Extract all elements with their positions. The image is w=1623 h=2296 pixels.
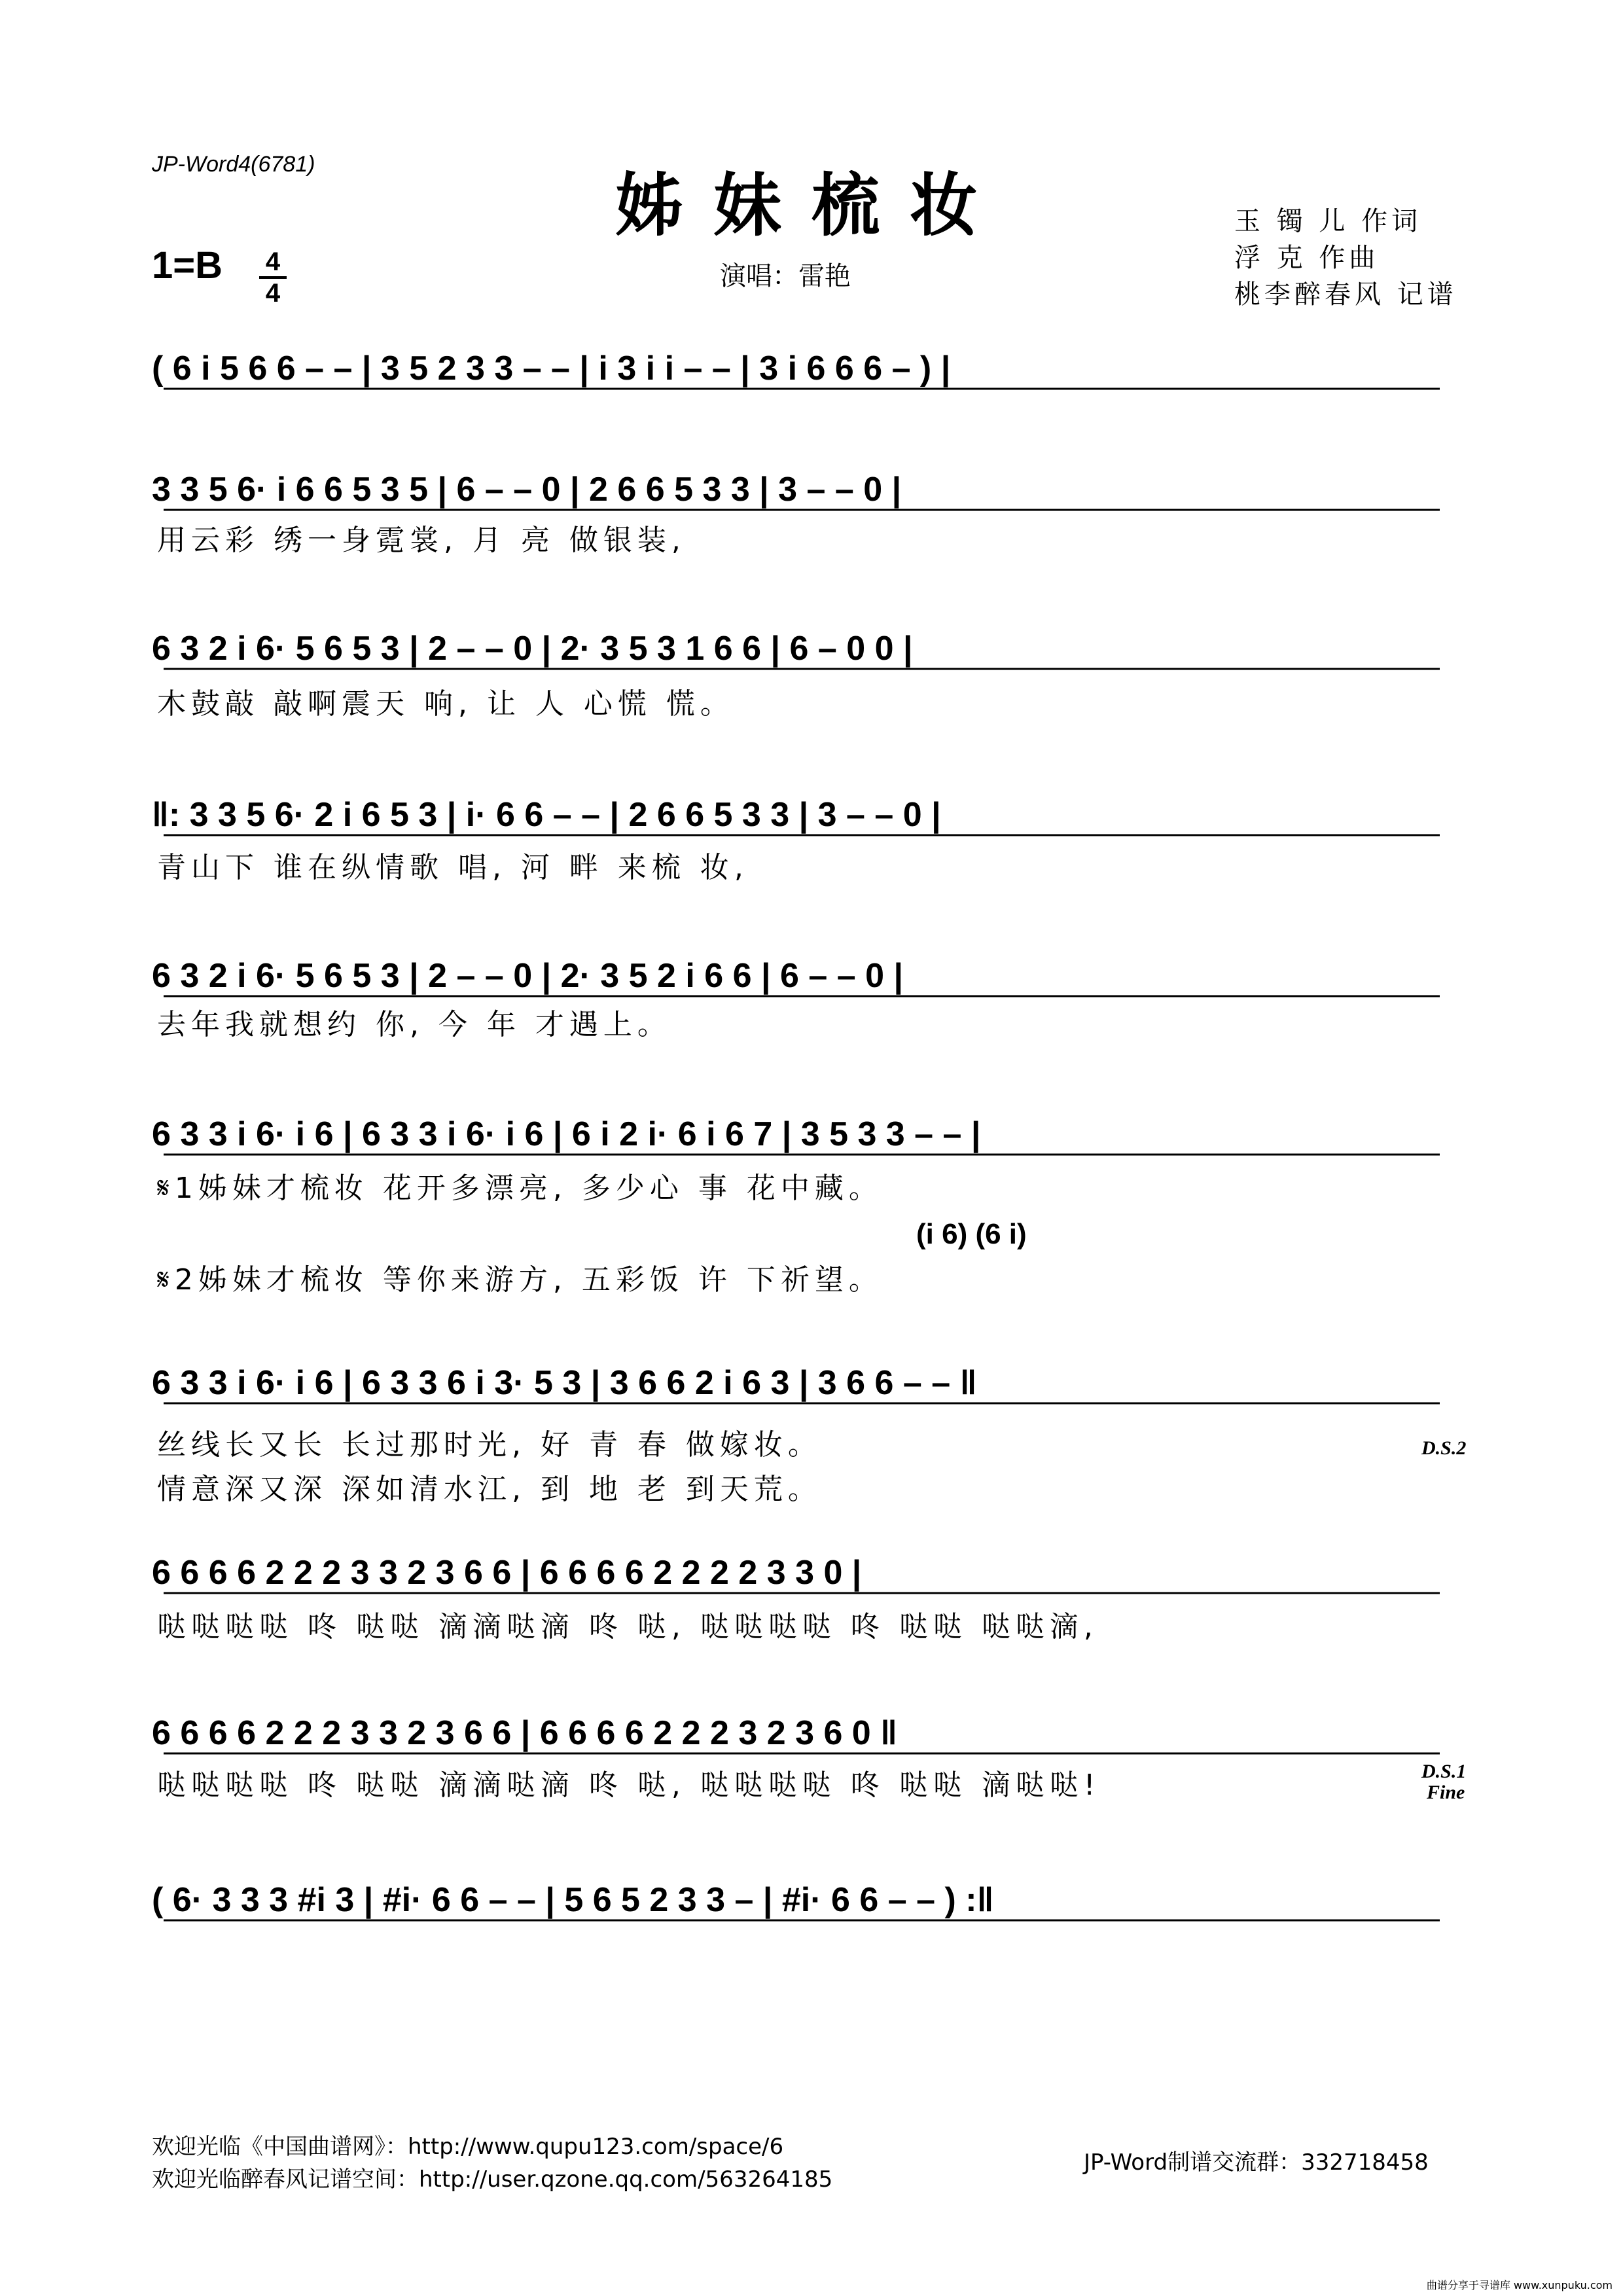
lyric-row: 木鼓敲 敲啊震天 响, 让 人 心慌 慌。 xyxy=(157,687,734,721)
watermark: 曲谱分享于寻谱库 www.xunpuku.com xyxy=(1426,2279,1613,2291)
lyric-row: 去年我就想约 你, 今 年 才遇上。 xyxy=(157,1008,671,1041)
notation-row: 6 3 2 i 6· 5 6 5 3 | 2 – – 0 | 2· 3 5 3 1 6 6 | 6 – 0 0 | xyxy=(152,630,913,668)
transcriber-credit: 桃李醉春风 记谱 xyxy=(1234,279,1457,310)
lyric-row: 用云彩 绣一身霓裳, 月 亮 做银装, xyxy=(157,524,686,557)
notation-row: 3 3 5 6· i 6 6 5 3 5 | 6 – – 0 | 2 6 6 5 3 3 | 3 – – 0 | xyxy=(152,471,902,509)
ds1-mark: D.S.1 xyxy=(1421,1761,1467,1782)
lyric-row: 哒哒哒哒 咚 哒哒 滴滴哒滴 咚 哒, 哒哒哒哒 咚 哒哒 滴哒哒! xyxy=(157,1768,1101,1802)
notation-row: 6 3 3 i 6· i 6 | 6 3 3 6 i 3· 5 3 | 3 6 6 2 i 6 3 | 3 6 6 – – ‖ xyxy=(152,1364,977,1402)
lyric-row: 丝线长又长 长过那时光, 好 青 春 做嫁妆。 xyxy=(157,1428,822,1462)
notation-row: 6 3 3 i 6· i 6 | 6 3 3 i 6· i 6 | 6 i 2 i· 6 i 6 7 | 3 5 3 3 – – | xyxy=(152,1115,981,1153)
lyricist-credit: 玉 镯 儿 作词 xyxy=(1234,206,1422,236)
lyric-row: 情意深又深 深如清水江, 到 地 老 到天荒。 xyxy=(157,1473,822,1506)
notation-row: 6 6 6 6 2 2 2 3 3 2 3 6 6 | 6 6 6 6 2 2 2 2 3 3 0 | xyxy=(152,1554,862,1592)
notation-row: (i 6) (6 i) xyxy=(916,1218,1027,1250)
lyric-row: 𝄋2姊妹才梳妆 等你来游方, 五彩饭 许 下祈望。 xyxy=(157,1263,883,1297)
lyric-row: 哒哒哒哒 咚 哒哒 滴滴哒滴 咚 哒, 哒哒哒哒 咚 哒哒 哒哒滴, xyxy=(157,1610,1098,1643)
notation-row: 6 6 6 6 2 2 2 3 3 2 3 6 6 | 6 6 6 6 2 2 2 3 2 3 6 0 ‖ xyxy=(152,1714,898,1752)
fine-mark: Fine xyxy=(1427,1782,1465,1803)
notation-row: 6 3 2 i 6· 5 6 5 3 | 2 – – 0 | 2· 3 5 2 i 6 6 | 6 – – 0 | xyxy=(152,957,904,995)
footer-link-qzone[interactable]: 欢迎光临醉春风记谱空间：http://user.qzone.qq.com/563264185 xyxy=(152,2166,833,2193)
key-signature: 1=B xyxy=(152,244,223,287)
notation-row: ‖: 3 3 5 6· 2 i 6 5 3 | i· 6 6 – – | 2 6 6 5 3 3 | 3 – – 0 | xyxy=(152,796,941,834)
notation-row: ( 6 i 5 6 6 – – | 3 5 2 3 3 – – | i 3 i i – – | 3 i 6 6 6 – ) | xyxy=(152,350,951,387)
lyric-row: 𝄋1姊妹才梳妆 花开多漂亮, 多少心 事 花中藏。 xyxy=(157,1172,883,1205)
time-signature-bottom: 4 xyxy=(259,276,287,308)
footer-link-qupu[interactable]: 欢迎光临《中国曲谱网》：http://www.qupu123.com/space/6 xyxy=(152,2134,784,2160)
notation-row: ( 6· 3 3 3 #i 3 | #i· 6 6 – – | 5 6 5 2 3 3 – | #i· 6 6 – – ) :‖ xyxy=(152,1881,994,1919)
lyric-row: 青山下 谁在纵情歌 唱, 河 畔 来梳 妆, xyxy=(157,851,749,884)
software-label: JP-Word4(6781) xyxy=(152,152,315,177)
footer-group: JP-Word制谱交流群：332718458 xyxy=(1084,2149,1429,2176)
page-title: 姊妹梳妆 xyxy=(615,165,1008,245)
composer-credit: 浮 克 作曲 xyxy=(1234,243,1380,273)
singer-credit: 演唱：雷艳 xyxy=(720,261,851,291)
time-signature-top: 4 xyxy=(265,247,281,276)
ds2-mark: D.S.2 xyxy=(1421,1437,1467,1459)
